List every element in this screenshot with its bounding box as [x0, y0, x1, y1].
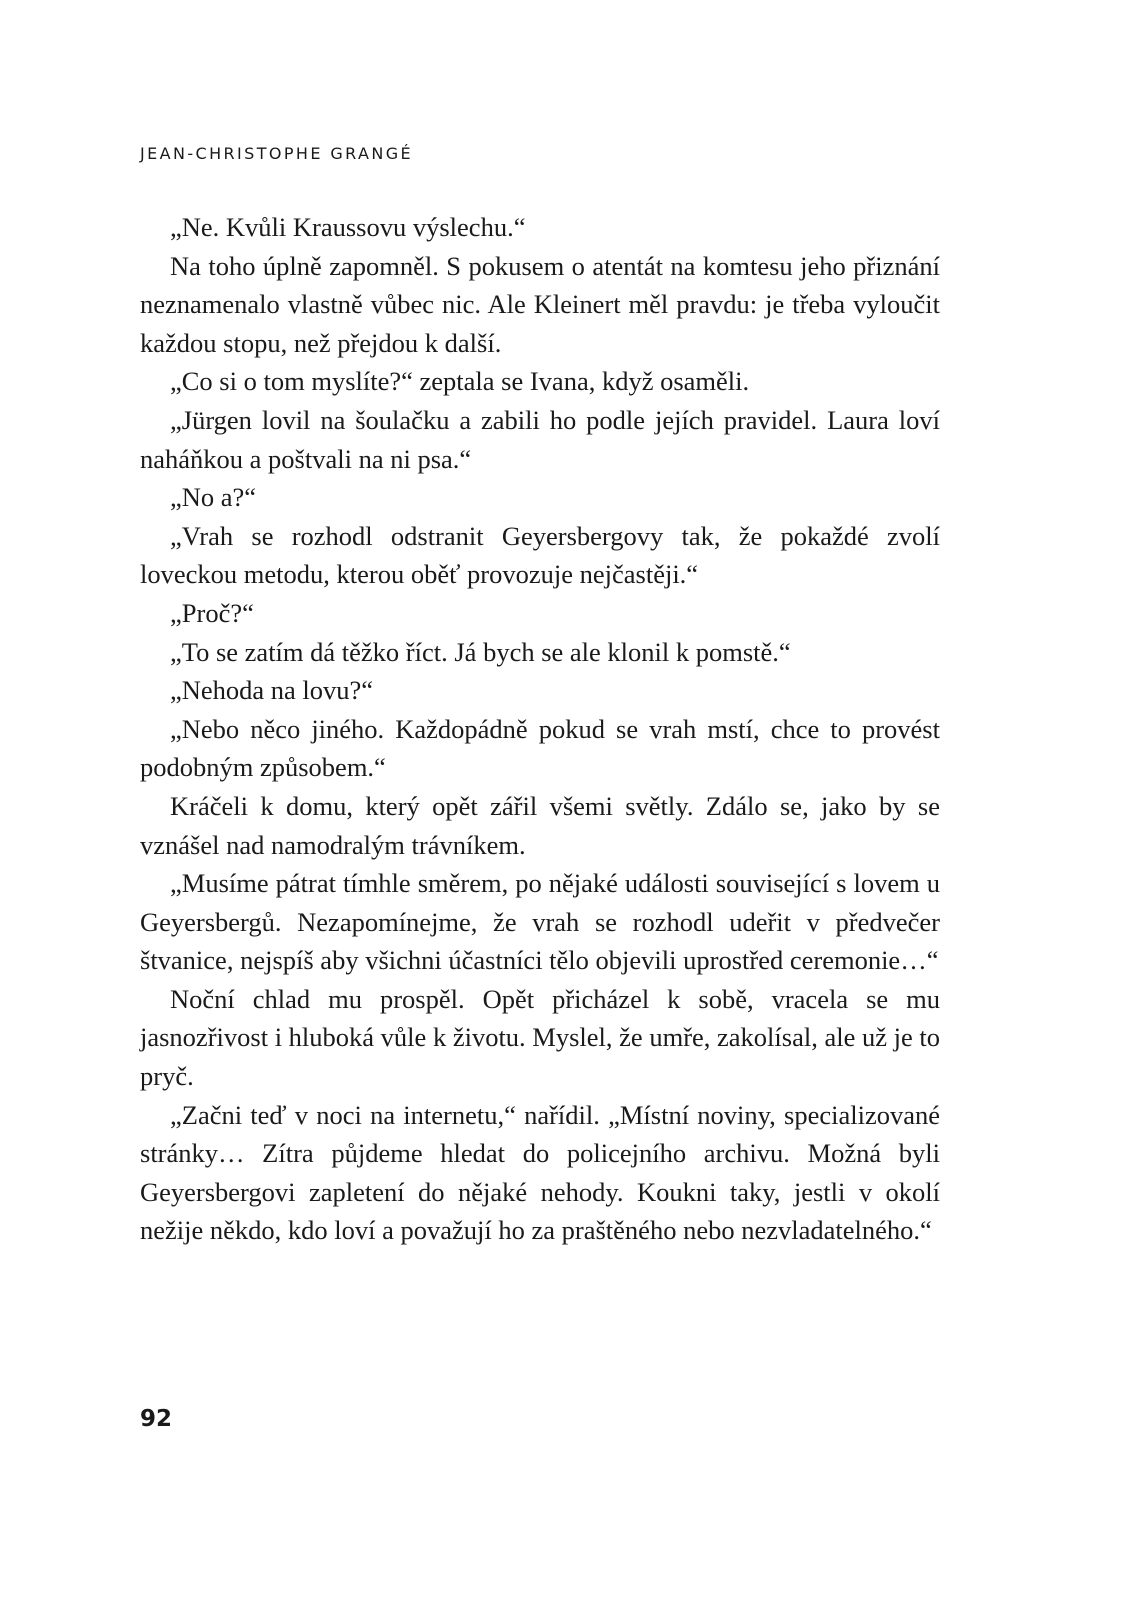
paragraph: Noční chlad mu prospěl. Opět přicházel k sobě, vracela se mu jasnozřivost i hluboká vůle k životu. Myslel, že umře, zakolísal, ale už je to pryč.: [140, 983, 940, 1092]
paragraph: „Nebo něco jiného. Každopádně pokud se vrah mstí, chce to provést podobným způsobem.“: [140, 713, 940, 783]
paragraph: „To se zatím dá těžko říct. Já bych se ale klonil k pomstě.“: [170, 636, 791, 667]
paragraph: „Začni teď v noci na internetu,“ nařídil. „Místní noviny, specializované stránky… Zítra půjdeme hledat do policejního archivu. Možná byli Geyersbergovi zapletení do nějaké nehody. Koukni taky, jestli v okolí nežije někdo, kdo loví a považují ho za praštěného nebo nezvladatelného.“: [140, 1099, 940, 1246]
paragraph: „Musíme pátrat tímhle směrem, po nějaké události související s lovem u Geyersbergů. Nezapomínejme, že vrah se rozhodl udeřit v předvečer štvanice, nejspíš aby všichni účastníci tělo objevili uprostřed ceremonie…“: [140, 868, 940, 976]
paragraph: Na toho úplně zapomněl. S pokusem o atentát na komtesu jeho přiznání neznamenalo vlastně vůbec nic. Ale Kleinert měl pravdu: je třeba vyloučit každou stopu, než přejdou k další.: [140, 250, 940, 358]
paragraph: „Vrah se rozhodl odstranit Geyersbergovy tak, že pokaždé zvolí loveckou metodu, kterou oběť provozuje nejčastěji.“: [140, 520, 940, 590]
paragraph: „Proč?“: [170, 597, 254, 628]
body-text: [140, 208, 940, 1250]
running-head: JEAN-CHRISTOPHE GRANGÉ: [140, 144, 414, 163]
paragraph: „Nehoda na lovu?“: [170, 675, 374, 706]
paragraph: „Co si o tom myslíte?“ zeptala se Ivana, když osaměli.: [170, 366, 750, 397]
paragraph: „Ne. Kvůli Kraussovu výslechu.“: [170, 212, 526, 242]
paragraph: „No a?“: [170, 482, 257, 513]
paragraph: „Jürgen lovil na šoulačku a zabili ho podle jejích pravidel. Laura loví naháňkou a poštvali na ni psa.“: [140, 404, 940, 474]
page-number: 92: [140, 1406, 173, 1432]
paragraph: Kráčeli k domu, který opět zářil všemi světly. Zdálo se, jako by se vznášel nad namodralým trávníkem.: [140, 790, 940, 860]
